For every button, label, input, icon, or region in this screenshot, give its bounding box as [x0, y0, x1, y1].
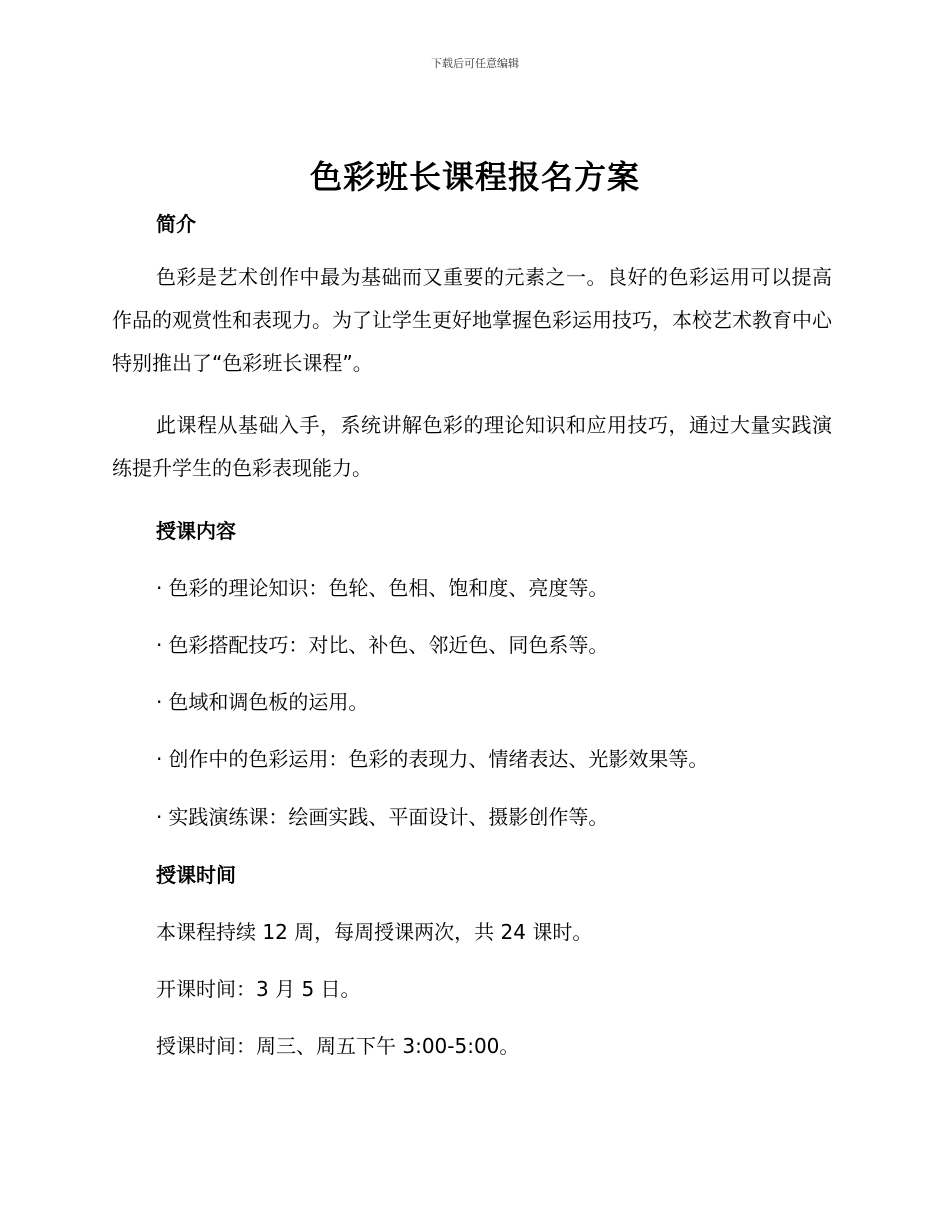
intro-paragraph-1: 色彩是艺术创作中最为基础而又重要的元素之一。良好的色彩运用可以提高作品的观赏性和表现力。为了让学生更好地掌握色彩运用技巧，本校艺术教育中心特别推出了“色彩班长课程”。	[112, 265, 832, 375]
list-item-text: 实践演练课：绘画实践、平面设计、摄影创作等。	[168, 805, 609, 829]
section-heading-intro: 简介	[156, 212, 196, 236]
list-item-text: 创作中的色彩运用：色彩的表现力、情绪表达、光影效果等。	[168, 747, 709, 771]
schedule-line-duration: 本课程持续 12 周，每周授课两次，共 24 课时。	[156, 920, 593, 944]
bullet-dot: ·	[156, 576, 163, 600]
list-item-text: 色域和调色板的运用。	[168, 690, 369, 714]
list-item	[156, 572, 608, 601]
bullet-dot: ·	[156, 690, 163, 714]
document-title: 色彩班长课程报名方案	[309, 158, 640, 196]
list-item	[156, 743, 708, 772]
list-item-text: 色彩的理论知识：色轮、色相、饱和度、亮度等。	[168, 576, 609, 600]
bullet-dot: ·	[156, 805, 163, 829]
list-item	[156, 801, 608, 830]
schedule-line-start-date: 开课时间：3 月 5 日。	[156, 977, 361, 1001]
list-item-text: 色彩搭配技巧：对比、补色、邻近色、同色系等。	[168, 633, 609, 657]
bullet-dot: ·	[156, 633, 163, 657]
section-heading-schedule: 授课时间	[156, 863, 236, 887]
header-note: 下载后可任意编辑	[431, 57, 519, 70]
list-item	[156, 686, 368, 715]
bullet-dot: ·	[156, 747, 163, 771]
schedule-line-class-time: 授课时间：周三、周五下午 3:00-5:00。	[156, 1034, 520, 1058]
list-item	[156, 629, 608, 658]
intro-paragraph-2: 此课程从基础入手，系统讲解色彩的理论知识和应用技巧，通过大量实践演练提升学生的色彩表现能力。	[112, 413, 832, 480]
section-heading-content: 授课内容	[156, 519, 236, 543]
